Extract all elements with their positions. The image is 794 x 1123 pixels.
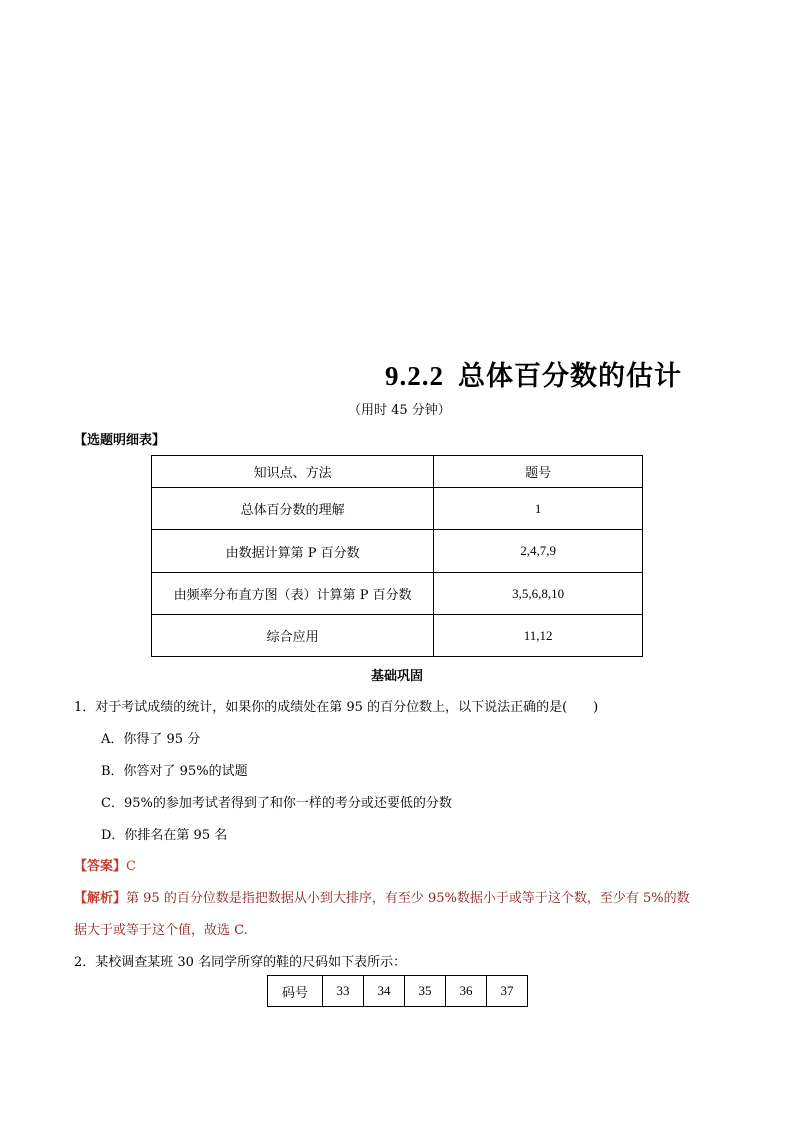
answer-label: 【答案】 [74,859,127,874]
analysis-label: 【解析】 [74,891,127,906]
size-cell: 36 [446,976,487,1007]
topic-cell: 总体百分数的理解 [152,488,434,530]
option-a: A．你得了 95 分 [101,732,201,747]
analysis-line-2: 据大于或等于这个值，故选 C. [74,923,248,938]
column-header-questions: 题号 [434,456,643,488]
answer-value: C [126,859,136,874]
table-row [152,615,643,657]
column-header-topic: 知识点、方法 [152,456,434,488]
title-text: 总体百分数的估计 [458,361,682,392]
question-1-stem: 1．对于考试成绩的统计，如果你的成绩处在第 95 的百分位数上，以下说法正确的是( ) [74,700,599,715]
size-cell: 33 [323,976,364,1007]
table-row [152,530,643,573]
table-row [268,976,528,1007]
table-header-row [152,456,643,488]
question-2-stem: 2．某校调查某班 30 名同学所穿的鞋的尺码如下表所示： [74,955,407,970]
size-cell: 34 [364,976,405,1007]
size-cell: 37 [487,976,528,1007]
answer-line [74,855,136,874]
table-row [152,488,643,530]
option-d: D．你排名在第 95 名 [101,828,228,843]
analysis-text-1: 第 95 的百分位数是指把数据从小到大排序，有至少 95%数据小于或等于这个数，至少有 5%的数 [126,891,690,906]
questions-cell: 2,4,7,9 [434,530,643,573]
option-b: B．你答对了 95%的试题 [101,764,248,779]
analysis-line-1 [74,887,690,906]
topic-table [151,455,643,657]
time-limit: （用时 45 分钟） [348,403,451,418]
topic-table-label: 【选题明细表】 [74,433,166,448]
size-header-cell: 码号 [268,976,323,1007]
topic-cell: 综合应用 [152,615,434,657]
questions-cell: 11,12 [434,615,643,657]
topic-cell: 由频率分布直方图（表）计算第 P 百分数 [152,573,434,615]
option-c: C．95%的参加考试者得到了和你一样的考分或还要低的分数 [101,796,452,811]
section-number: 9.2.2 [385,361,444,391]
shoe-size-table [267,975,528,1007]
page-title [385,354,682,393]
section-heading: 基础巩固 [370,669,423,684]
topic-cell: 由数据计算第 P 百分数 [152,530,434,573]
table-row [152,573,643,615]
questions-cell: 1 [434,488,643,530]
questions-cell: 3,5,6,8,10 [434,573,643,615]
size-cell: 35 [405,976,446,1007]
